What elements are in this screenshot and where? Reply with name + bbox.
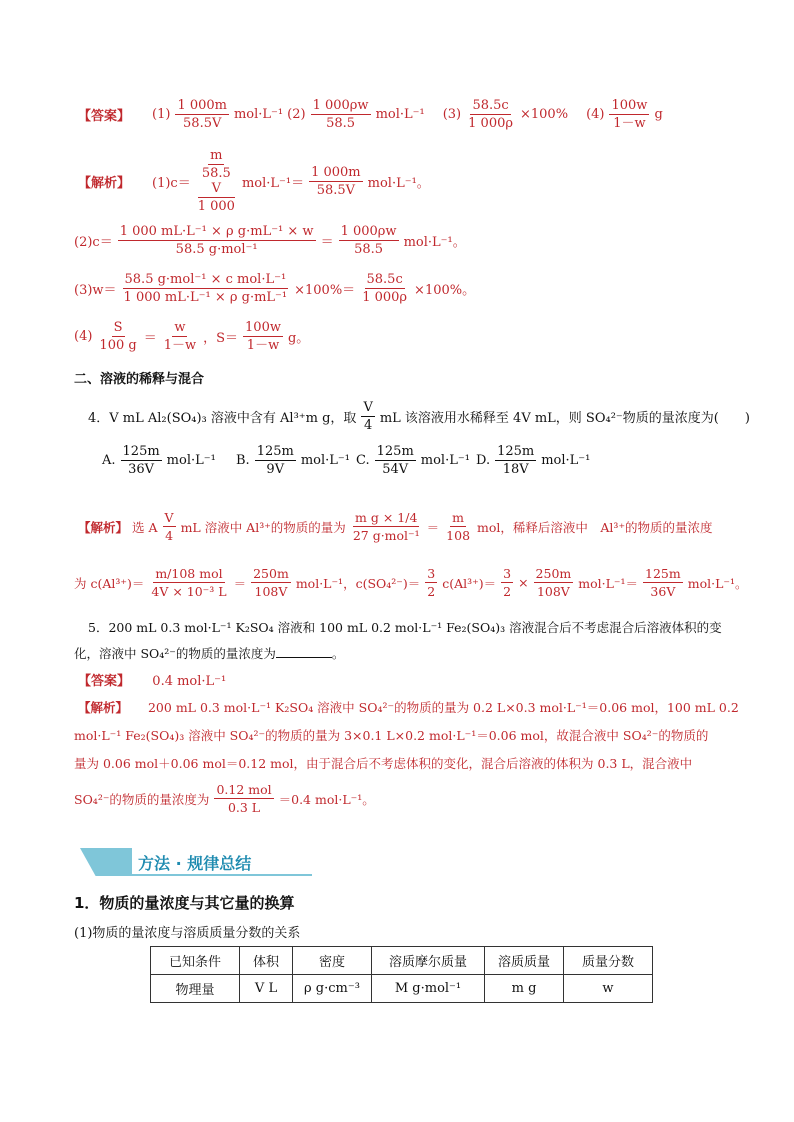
question-5-analysis-line-4 — [74, 782, 375, 815]
expr-text: mol·L⁻¹＝ — [578, 575, 639, 591]
analysis-label: 【解析】 — [78, 519, 129, 535]
question-5-analysis-line-2: mol·L⁻¹ Fe₂(SO₄)₃ 溶液中 SO₄²⁻的物质的量为 3×0.1 L×0.2 mol·L⁻¹＝0.06 mol，故混合液中 SO₄²⁻的物质的 — [74, 728, 709, 743]
table-header-cell: 体积 — [240, 947, 293, 975]
question-4-option-a[interactable] — [102, 444, 216, 477]
section-title: 二、溶液的稀释与混合 — [74, 372, 205, 387]
question-5-analysis-line-3: 量为 0.06 mol＋0.06 mol＝0.12 mol，由于混合后不考虑体积的变化，混合后溶液的体积为 0.3 L，混合液中 — [74, 756, 693, 771]
analysis-line-2 — [74, 224, 466, 257]
fraction: 1 000m 58.5V — [311, 164, 361, 198]
expr-text: mol·L⁻¹＝ — [241, 175, 305, 191]
answer-label: 【答案】 — [78, 674, 131, 689]
question-4-analysis-line-2 — [74, 566, 748, 599]
unit-text: mol·L⁻¹ — [420, 453, 470, 468]
banner-underline — [132, 874, 312, 876]
unit-text: mol·L⁻¹ — [300, 453, 350, 468]
fraction: 250m 108V — [253, 566, 289, 599]
expr-text: ＝ — [233, 575, 247, 591]
answer-part: (2) — [287, 107, 306, 122]
question-4-analysis-line-1 — [78, 510, 713, 543]
fraction: S 100 g — [99, 320, 137, 353]
analysis-line-3 — [74, 272, 475, 305]
option-key: D. — [476, 453, 491, 468]
fraction: 1 000ρw 58.5 — [340, 224, 397, 257]
table-cell: 物理量 — [151, 975, 240, 1003]
analysis-label: 【解析】 — [78, 175, 131, 191]
fraction: 58.5 g·mol⁻¹ × c mol·L⁻¹ 1 000 mL·L⁻¹ × ρ g·mL⁻¹ — [123, 272, 288, 305]
fraction: 1 000 mL·L⁻¹ × ρ g·mL⁻¹ × w 58.5 g·mol⁻¹ — [119, 224, 314, 257]
table-row — [151, 975, 653, 1003]
expr-text: ＝ — [426, 519, 440, 535]
question-4-option-c[interactable] — [356, 444, 470, 477]
table-header-cell: 溶质摩尔质量 — [372, 947, 485, 975]
fraction: 125m 36V — [645, 566, 681, 599]
question-5-analysis-line-1 — [78, 698, 739, 716]
conversion-table — [150, 946, 653, 1003]
stem-text: mL 该溶液用水稀释至 4V mL，则 SO₄²⁻物质的量浓度为( ) — [379, 411, 750, 426]
answer-value: 0.4 mol·L⁻¹ — [152, 674, 227, 689]
answer-part: (3) — [442, 107, 462, 122]
fraction: 125m 9V — [256, 444, 294, 477]
table-cell: M g·mol⁻¹ — [372, 975, 485, 1003]
fraction: w 1－w — [163, 320, 197, 353]
unit-text: mol·L⁻¹ — [166, 453, 216, 468]
question-4-option-b[interactable] — [236, 444, 350, 477]
expr-text: ×100%。 — [414, 283, 476, 298]
fraction: 100w 1－w — [611, 98, 648, 131]
fraction: $\frac{250m}{108V}$ — [535, 566, 572, 599]
answer-label: 【答案】 — [78, 109, 131, 124]
fraction: V 4 — [164, 510, 174, 543]
fraction: 125m 18V — [497, 444, 535, 477]
subsection-title: 1．物质的量浓度与其它量的换算 — [74, 894, 295, 912]
table-header-row — [151, 947, 653, 975]
subsection-caption: (1)物质的量浓度与溶质质量分数的关系 — [74, 926, 301, 941]
fraction: V 4 — [363, 400, 373, 433]
option-key: C. — [356, 453, 370, 468]
analysis-text: ＝0.4 mol·L⁻¹。 — [278, 791, 375, 807]
fraction: 100w 1－w — [245, 320, 281, 353]
table-cell: w — [564, 975, 653, 1003]
option-key: A. — [102, 453, 116, 468]
fraction: m 108 — [446, 510, 471, 543]
expr-text: ，S＝ — [203, 331, 239, 346]
expr-text: mL 溶液中 Al³⁺的物质的量为 — [180, 519, 346, 535]
expr-text: 选 A — [132, 519, 158, 535]
expr-text: mol·L⁻¹，c(SO₄²⁻)＝ — [295, 575, 421, 591]
analysis-line-1 — [78, 148, 430, 214]
fraction: 0.12 mol 0.3 L — [216, 782, 272, 815]
fraction: $\frac{58.5c}{1 000\rho}$ — [468, 98, 513, 131]
fraction: 3 2 — [427, 566, 436, 599]
expr-text: g。 — [287, 331, 310, 346]
expr-text: ＝ — [143, 331, 157, 346]
unit-text: g — [654, 107, 663, 122]
expr-text: mol·L⁻¹。 — [367, 175, 430, 191]
stem-text: 化，溶液中 SO₄²⁻的物质的量浓度为 — [74, 646, 276, 661]
expr-text: mol，稀释后溶液中 Al³⁺的物质的量浓度 — [477, 519, 713, 535]
fraction: m g × 1/4 27 g·mol⁻¹ — [352, 510, 420, 543]
expr-text: ＝ — [320, 235, 334, 250]
unit-text: ×100% — [520, 107, 569, 122]
answer-part: (4) — [586, 107, 605, 122]
table-header-cell: 质量分数 — [564, 947, 653, 975]
answer-blank[interactable] — [276, 645, 332, 658]
question-5-line-2 — [74, 644, 344, 662]
method-header-banner — [70, 848, 310, 876]
table-header-cell: 溶质质量 — [485, 947, 564, 975]
unit-text: mol·L⁻¹ — [375, 107, 425, 122]
expr-text: c(Al³⁺)＝ — [442, 575, 497, 591]
table-header-cell: 已知条件 — [151, 947, 240, 975]
expr-text: ×100%＝ — [294, 283, 356, 298]
analysis-line-4 — [74, 320, 309, 353]
expr-text: mol·L⁻¹。 — [687, 575, 748, 591]
stem-text: 4．V mL Al₂(SO₄)₃ 溶液中含有 Al³⁺m g，取 — [88, 411, 357, 426]
fraction: $\frac{58.5c}{1 000\rho}$ — [362, 272, 408, 305]
analysis-text: SO₄²⁻的物质的量浓度为 — [74, 791, 210, 807]
unit-text: mol·L⁻¹ — [541, 453, 591, 468]
fraction: 1 000ρw 58.5 — [312, 98, 369, 131]
table-cell: ρ g·cm⁻³ — [293, 975, 372, 1003]
analysis-label: 【解析】 — [78, 700, 129, 715]
expr-text: mol·L⁻¹。 — [403, 235, 466, 250]
table-header-cell: 密度 — [293, 947, 372, 975]
compound-fraction: m 58.5 V 1 000 — [197, 148, 235, 214]
expr-text: × — [518, 575, 529, 590]
fraction: 1 000m 58.5V — [177, 98, 227, 131]
expr-text: (4) — [74, 329, 93, 344]
fraction: $\frac{3}{2}$ — [503, 566, 512, 599]
question-5-line-1: 5．200 mL 0.3 mol·L⁻¹ K₂SO₄ 溶液和 100 mL 0.2 mol·L⁻¹ Fe₂(SO₄)₃ 溶液混合后不考虑混合后溶液体积的变 — [88, 620, 722, 635]
method-header-title: 方法 · 规律总结 — [138, 854, 252, 873]
fraction: 125m 54V — [376, 444, 414, 477]
expr-text: (3)w＝ — [74, 283, 117, 298]
banner-decoration — [80, 848, 132, 876]
unit-text: mol·L⁻¹ — [233, 107, 284, 122]
stem-text: 。 — [331, 646, 345, 661]
question-4-option-d[interactable] — [476, 444, 590, 477]
expr-text: (1)c＝ — [152, 175, 191, 191]
option-key: B. — [236, 453, 250, 468]
expr-text: 为 c(Al³⁺)＝ — [74, 575, 145, 591]
question-4-stem — [88, 400, 750, 433]
table-cell: V L — [240, 975, 293, 1003]
question-5-answer — [78, 670, 226, 689]
fraction: m/108 mol 4V × 10⁻³ L — [151, 566, 227, 599]
answer-part: (1) — [152, 107, 171, 122]
analysis-text: 200 mL 0.3 mol·L⁻¹ K₂SO₄ 溶液中 SO₄²⁻的物质的量为 0.2 L×0.3 mol·L⁻¹＝0.06 mol，100 mL 0.2 — [147, 700, 739, 715]
table-cell: m g — [485, 975, 564, 1003]
expr-text: (2)c＝ — [74, 235, 113, 250]
answer-line — [78, 98, 663, 131]
fraction: 125m 36V — [122, 444, 160, 477]
